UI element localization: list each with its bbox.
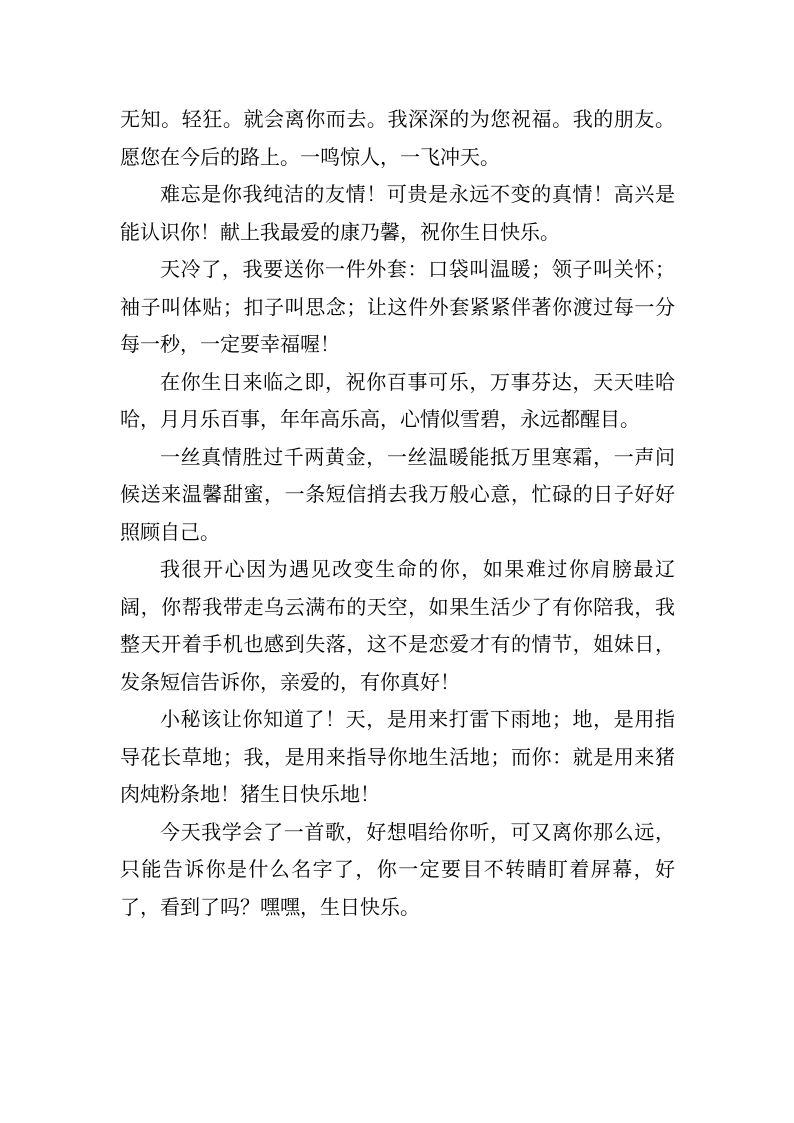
paragraph-3: 天冷了，我要送你一件外套：口袋叫温暖；领子叫关怀；袖子叫体贴；扣子叫思念；让这件外套紧紧伴著你渡过每一分每一秒，一定要幸福喔！ [120,257,675,356]
paragraph-5: 一丝真情胜过千两黄金，一丝温暖能抵万里寒霜，一声问候送来温馨甜蜜，一条短信捎去我万般心意，忙碌的日子好好照顾自己。 [120,444,675,544]
paragraph-2: 难忘是你我纯洁的友情！可贵是永远不变的真情！高兴是能认识你！献上我最爱的康乃馨，祝你生日快乐。 [120,182,675,244]
paragraph-1: 无知。轻狂。就会离你而去。我深深的为您祝福。我的朋友。愿您在今后的路上。一鸣惊人，一飞冲天。 [120,107,675,169]
paragraph-8: 今天我学会了一首歌，好想唱给你听，可又离你那么远，只能告诉你是什么名字了，你一定要目不转睛盯着屏幕，好了，看到了吗？嘿嘿，生日快乐。 [120,819,675,919]
paragraph-6: 我很开心因为遇见改变生命的你，如果难过你肩膀最辽阔，你帮我带走乌云满布的天空，如果生活少了有你陪我，我整天开着手机也感到失落，这不是恋爱才有的情节，姐妹日，发条短信告诉你，亲爱的，有你真好！ [120,557,675,694]
paragraph-7: 小秘该让你知道了！天，是用来打雷下雨地；地，是用指导花长草地；我，是用来指导你地生活地；而你：就是用来猪肉炖粉条地！猪生日快乐地！ [120,707,675,806]
document-body [120,101,675,926]
paragraph-4: 在你生日来临之即，祝你百事可乐，万事芬达，天天哇哈哈，月月乐百事，年年高乐高，心情似雪碧，永远都醒目。 [120,369,675,431]
